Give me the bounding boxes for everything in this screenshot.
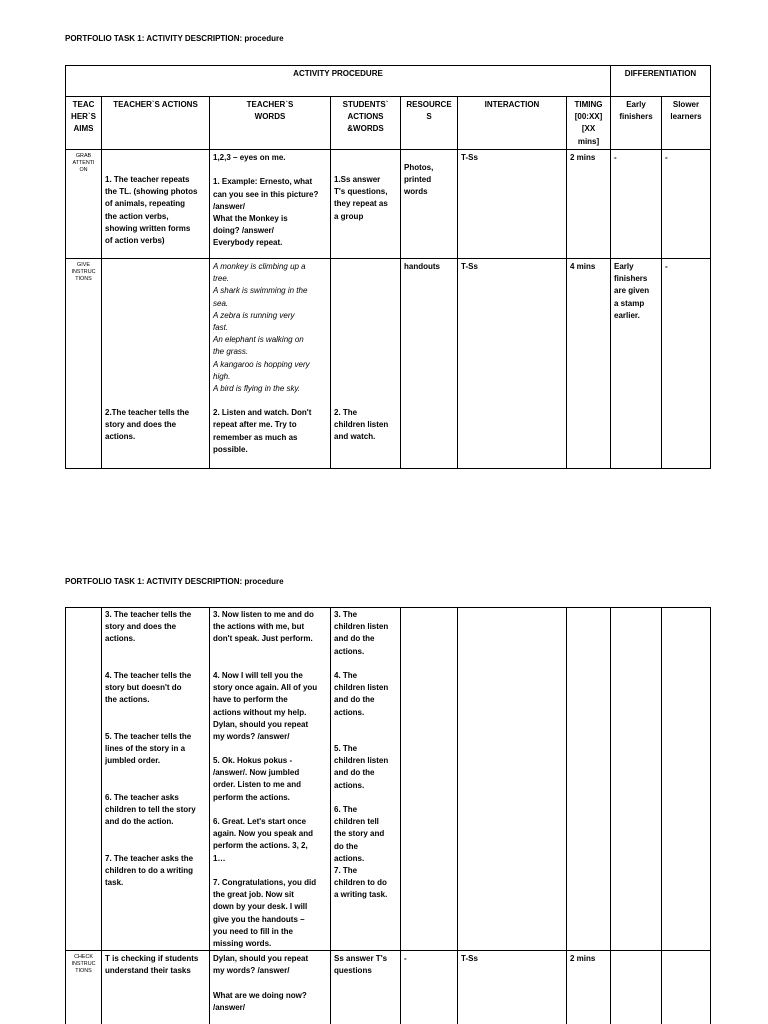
give-slower: - [661,258,711,469]
grab-resources [400,149,458,259]
give-teacher-actions [101,258,210,469]
cont-action-6: 6. The teacher asks children to tell the story and do the action. [105,793,196,827]
cont-students-6: 6. The children tell the story and do the actions. [334,805,385,863]
slower-learners-header: Slower learners [661,96,711,150]
grab-teacher-actions [101,149,210,259]
cont-students-3: 3. The children listen and do the actions. [334,610,389,656]
cont-teacher-words [209,607,331,951]
grab-slower: - [661,149,711,259]
teachers-actions-header: TEACHER`S ACTIONS [101,96,210,150]
check-resources: - [400,950,458,1024]
give-interaction: T-Ss [457,258,567,469]
cont-action-4: 4. The teacher tells the story but doesn't do the actions. [105,671,192,705]
cont-words-5: 5. Ok. Hokus pokus - /answer/. Now jumbled order. Listen to me and perform the actions. [213,756,302,802]
cont-students-7: 7. The children to do a writing task. [334,866,388,900]
grab-teacher-words: 1,2,3 – eyes on me. 1. Example: Ernesto, what can you see in this picture? /answer/ What the Monkey is doing? /answer/ Everybody repeat. [209,149,331,259]
interaction-header: INTERACTION [457,96,567,150]
give-early: Early finishers are given a stamp earlier. [610,258,662,469]
page-title-second: PORTFOLIO TASK 1: ACTIVITY DESCRIPTION: procedure [65,577,284,586]
aim-grab-attention: GRAB ATTENTI ON [65,149,102,259]
aim-give-instructions: GIVE INSTRUC TIONS [65,258,102,469]
cont-interaction [457,607,567,951]
give-actions-text: 2.The teacher tells the story and does the actions. [105,408,190,442]
cont-timing [566,607,611,951]
check-teacher-words: Dylan, should you repeat my words? /answer/ What are we doing now? /answer/ [209,950,331,1024]
give-students-actions [330,258,401,469]
cont-slower [661,607,711,951]
check-slower [661,950,711,1024]
cont-aim [65,607,102,951]
timing-header: TIMING [00:XX] [XX mins] [566,96,611,150]
cont-action-5: 5. The teacher tells the lines of the story in a jumbled order. [105,732,192,766]
cont-students-4: 4. The children listen and do the actions. [334,671,389,717]
check-students-actions: Ss answer T's questions [330,950,401,1024]
grab-resources-text: Photos, printed words [404,163,434,197]
cont-words-7: 7. Congratulations, you did the great job. Now sit down by your desk. I will give you the handouts – you need to fill in the missing words. [213,878,317,949]
check-interaction: T-Ss [457,950,567,1024]
check-teacher-actions: T is checking if students understand their tasks [101,950,210,1024]
cont-early [610,607,662,951]
cont-action-7: 7. The teacher asks the children to do a writing task. [105,854,194,888]
cont-words-6: 6. Great. Let's start once again. Now you speak and perform the actions. 3, 2, 1… [213,817,314,863]
grab-students-text: 1.Ss answer T's questions, they repeat as a group [334,175,388,221]
grab-interaction: T-Ss [457,149,567,259]
grab-early: - [610,149,662,259]
page-title: PORTFOLIO TASK 1: ACTIVITY DESCRIPTION: procedure [65,34,284,43]
cont-words-4: 4. Now I will tell you the story once again. All of you have to perform the actions without my help. Dylan, should you repeat my words? /answer/ [213,671,318,742]
differentiation-header: DIFFERENTIATION [610,65,711,97]
early-finishers-header: Early finishers [610,96,662,150]
grab-students-actions [330,149,401,259]
cont-words-3: 3. Now listen to me and do the actions with me, but don't speak. Just perform. [213,610,314,644]
cont-action-3: 3. The teacher tells the story and does the actions. [105,610,192,644]
give-resources: handouts [400,258,458,469]
students-actions-header: STUDENTS` ACTIONS &WORDS [330,96,401,150]
teachers-words-header: TEACHER`S WORDS [209,96,331,150]
aim-check-instructions: CHECK INSTRUC TIONS [65,950,102,1024]
give-teacher-words [209,258,331,469]
resources-header: RESOURCE S [400,96,458,150]
teachers-aims-header: TEAC HER`S AIMS [65,96,102,150]
cont-students-5: 5. The children listen and do the actions. [334,744,389,790]
activity-procedure-header: ACTIVITY PROCEDURE [65,65,611,97]
cont-students-actions [330,607,401,951]
check-early [610,950,662,1024]
cont-teacher-actions [101,607,210,951]
cont-resources [400,607,458,951]
check-timing: 2 mins [566,950,611,1024]
grab-actions-text: 1. The teacher repeats the TL. (showing photos of animals, repeating the action verbs, showing written forms of action verbs) [105,175,198,246]
give-words-text: 2. Listen and watch. Don't repeat after me. Try to remember as much as possible. [213,408,312,454]
story-lines: A monkey is climbing up a tree. A shark is swimming in the sea. A zebra is running very fast. An elephant is walking on the grass. A kangaroo is hopping very high. A bird is flying in the sky. [213,262,310,394]
give-timing: 4 mins [566,258,611,469]
grab-timing: 2 mins [566,149,611,259]
give-students-text: 2. The children listen and watch. [334,408,389,442]
